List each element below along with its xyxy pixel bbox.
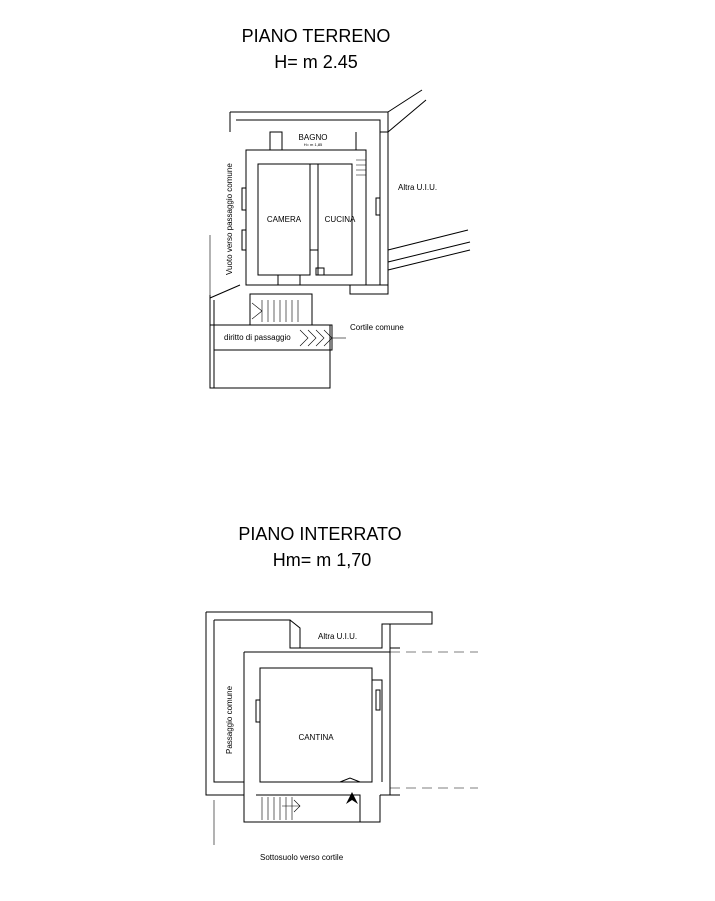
- bathroom-left-block: [270, 132, 282, 150]
- north-arrow-icon: [346, 792, 358, 804]
- cellar-west-window: [256, 700, 260, 722]
- under-courtyard-label: Sottosuolo verso cortile: [260, 853, 344, 862]
- common-passage-void-label: Vuoto verso passaggio comune: [225, 163, 234, 275]
- basement-plan: [206, 524, 478, 862]
- ground-floor-title: PIANO TERRENO: [241, 26, 391, 46]
- ground-floor-plan: [210, 26, 470, 388]
- basement-height: Hm= m 1,70: [272, 550, 372, 570]
- basement-east-stubs: [390, 648, 400, 795]
- east-corridor-upper: [388, 230, 470, 262]
- cellar-east-window: [376, 690, 380, 710]
- kitchen-label: CUCINA: [324, 215, 356, 224]
- exterior-stair: [250, 294, 312, 325]
- north-east-wall: [388, 90, 426, 132]
- ground-floor-height: H= m 2.45: [274, 52, 358, 72]
- partition-wall: [310, 164, 318, 250]
- left-window-upper: [242, 188, 246, 210]
- stair-steps: [262, 300, 298, 322]
- passage-direction-arrows: [300, 330, 332, 346]
- left-window-lower: [242, 230, 246, 250]
- entrance-door: [278, 275, 300, 285]
- cellar-outer-wall: [244, 652, 390, 795]
- kitchen-stair: [356, 160, 366, 175]
- north-boundary-wall: [230, 112, 388, 132]
- basement-east-dashed-line: [390, 652, 478, 788]
- right-of-way-label: diritto di passaggio: [224, 333, 291, 342]
- common-courtyard-label: Cortile comune: [350, 323, 404, 332]
- south-east-wall: [350, 285, 388, 294]
- stair-arrow: [252, 303, 262, 319]
- cellar-inner-wall: [260, 668, 372, 782]
- bathroom-height-note: H= m 1,85: [303, 142, 323, 147]
- right-window: [376, 198, 380, 215]
- basement-north-inner: [214, 620, 390, 648]
- void-diagonal: [210, 285, 240, 298]
- cellar-label: CANTINA: [298, 733, 334, 742]
- basement-stair-steps: [262, 797, 292, 820]
- north-boundary-inner: [236, 120, 380, 132]
- north-unit-corner: [290, 620, 300, 648]
- basement-common-passage-label: Passaggio comune: [225, 685, 234, 754]
- east-boundary-wall: [380, 132, 388, 285]
- basement-stair-arrow: [282, 800, 300, 812]
- room-label: CAMERA: [266, 215, 302, 224]
- east-corridor-mid: [388, 250, 470, 270]
- basement-title: PIANO INTERRATO: [238, 524, 402, 544]
- other-unit-label-ground: Altra U.I.U.: [398, 183, 438, 192]
- other-unit-label-basement: Altra U.I.U.: [318, 632, 358, 641]
- bathroom-label: BAGNO: [298, 133, 328, 142]
- kitchen-niche: [316, 268, 324, 275]
- basement-stair-box: [256, 795, 360, 822]
- cellar-door-swing: [340, 778, 360, 782]
